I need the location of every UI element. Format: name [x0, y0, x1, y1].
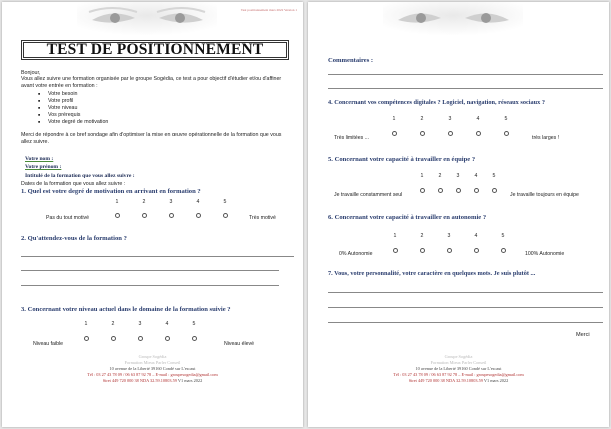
answer-line[interactable] — [21, 270, 279, 271]
dates-label: Dates de la formation que vous allez suivre : — [21, 181, 126, 187]
nom-label: Votre nom : — [25, 156, 54, 162]
footer — [308, 354, 609, 384]
answer-line[interactable] — [328, 74, 603, 75]
footer-contact: Tél : 03 27 43 78 09 / 06 63 87 92 78 – E-mail : groupesogedia@gmail.com — [87, 372, 218, 377]
scale-number: 2 — [420, 116, 424, 122]
scale-number: 2 — [111, 321, 115, 327]
q4-radio-1[interactable] — [392, 131, 397, 136]
scale-number: 3 — [138, 321, 142, 327]
answer-line[interactable] — [328, 292, 603, 293]
q1-radio-5[interactable] — [223, 213, 228, 218]
q5-radio-2[interactable] — [438, 188, 443, 193]
q6-radio-2[interactable] — [420, 248, 425, 253]
q6-title: 6. Concernant votre capacité à travailler en autonomie ? — [328, 214, 487, 221]
footer-address: 10 avenue de la Liberté 39160 Condé sur L'escaut — [415, 366, 502, 371]
footer-company: Groupe Sogédia — [138, 354, 167, 359]
scale-number: 4 — [474, 173, 478, 179]
q5-low-label: Je travaille constamment seul — [334, 192, 403, 198]
greeting: Bonjour, — [21, 70, 41, 76]
q1-radio-4[interactable] — [196, 213, 201, 218]
q1-low-label: Pas du tout motivé — [46, 215, 89, 221]
answer-line[interactable] — [21, 256, 294, 257]
merci-text: Merci — [576, 332, 590, 338]
intitule-label: Intitulé de la formation que vous allez suivre : — [25, 173, 135, 179]
scale-number: 5 — [492, 173, 496, 179]
q1-radio-3[interactable] — [169, 213, 174, 218]
footer-address: 10 avenue de la Liberté 39160 Condé sur L'escaut — [109, 366, 196, 371]
q6-low-label: 0% Autonomie — [339, 251, 373, 257]
q4-radio-3[interactable] — [448, 131, 453, 136]
q4-high-label: très larges ! — [532, 135, 560, 141]
q3-radio-2[interactable] — [111, 336, 116, 341]
q5-radio-5[interactable] — [492, 188, 497, 193]
prenom-label: Votre prénom : — [25, 164, 62, 170]
eyes-header-image — [77, 2, 217, 36]
q3-title: 3. Concernant votre niveau actuel dans le domaine de la formation suivie ? — [21, 306, 231, 313]
q5-high-label: Je travaille toujours en équipe — [510, 192, 579, 198]
list-item: ■ Votre degré de motivation — [38, 119, 108, 126]
footer-division: Formation Mieux Parler Conseil — [430, 360, 487, 365]
scale-number: 1 — [393, 233, 397, 239]
scale-number: 5 — [223, 199, 227, 205]
scale-number: 3 — [448, 116, 452, 122]
q6-radio-5[interactable] — [501, 248, 506, 253]
q5-radio-4[interactable] — [474, 188, 479, 193]
q3-low-label: Niveau faible — [33, 341, 63, 347]
answer-line[interactable] — [21, 285, 279, 286]
document-page-1 — [2, 2, 303, 427]
footer-siret: Siret 449 720 000 38 NDA 32.59.10803.59 V1 mars 2022 — [408, 378, 509, 383]
list-item: ■ Votre niveau — [38, 105, 108, 112]
answer-line[interactable] — [328, 88, 603, 89]
scale-number: 4 — [476, 116, 480, 122]
document-title: TEST DE POSITIONNEMENT — [21, 40, 289, 60]
footer-division: Formation Mieux Parler Conseil — [124, 360, 181, 365]
q3-radio-3[interactable] — [138, 336, 143, 341]
q3-radio-4[interactable] — [165, 336, 170, 341]
footer — [2, 354, 303, 384]
scale-number: 1 — [420, 173, 424, 179]
document-page-2 — [308, 2, 609, 427]
eyes-header-image — [383, 2, 523, 36]
q1-title: 1. Quel est votre degré de motivation en arrivant en formation ? — [21, 188, 201, 195]
scale-number: 2 — [142, 199, 146, 205]
objectives-list — [38, 91, 108, 126]
q5-radio-3[interactable] — [456, 188, 461, 193]
q2-title: 2. Qu'attendez-vous de la formation ? — [21, 235, 127, 242]
list-item: ■ Vos prérequis — [38, 112, 108, 119]
scale-number: 5 — [501, 233, 505, 239]
scale-number: 5 — [192, 321, 196, 327]
q4-title: 4. Concernant vos compétences digitales ? Logiciel, navigation, réseaux sociaux ? — [328, 99, 546, 106]
q6-radio-1[interactable] — [393, 248, 398, 253]
q4-radio-5[interactable] — [504, 131, 509, 136]
answer-line[interactable] — [328, 322, 603, 323]
scale-number: 2 — [420, 233, 424, 239]
scale-number: 4 — [165, 321, 169, 327]
q3-radio-1[interactable] — [84, 336, 89, 341]
scale-number: 4 — [474, 233, 478, 239]
q4-low-label: Très limitées ... — [334, 135, 369, 141]
q1-radio-2[interactable] — [142, 213, 147, 218]
scale-number: 1 — [84, 321, 88, 327]
header-version-note: Test positionnement mars 2022 Version 1 — [240, 8, 297, 12]
q1-radio-1[interactable] — [115, 213, 120, 218]
scale-number: 3 — [456, 173, 460, 179]
scale-number: 3 — [169, 199, 173, 205]
scale-number: 3 — [447, 233, 451, 239]
answer-line[interactable] — [328, 307, 603, 308]
q1-high-label: Très motivé — [249, 215, 276, 221]
scale-number: 2 — [438, 173, 442, 179]
scale-number: 5 — [504, 116, 508, 122]
q5-radio-1[interactable] — [420, 188, 425, 193]
thanks-text: Merci de répondre à ce bref sondage afin d'optimiser la mise en œuvre opérationnelle de la formation que vous allez suivre. — [21, 132, 282, 145]
scale-number: 1 — [115, 199, 119, 205]
list-item: ■ Votre besoin — [38, 91, 108, 98]
footer-contact: Tél : 03 27 43 78 09 / 06 63 87 92 78 – E-mail : groupesogedia@gmail.com — [393, 372, 524, 377]
q4-radio-4[interactable] — [476, 131, 481, 136]
q3-radio-5[interactable] — [192, 336, 197, 341]
scale-number: 4 — [196, 199, 200, 205]
q5-title: 5. Concernant votre capacité à travailler en équipe ? — [328, 156, 476, 163]
q6-high-label: 100% Autonomie — [525, 251, 565, 257]
comments-label: Commentaires : — [328, 57, 374, 64]
scale-number: 1 — [392, 116, 396, 122]
q3-high-label: Niveau élevé — [224, 341, 254, 347]
intro-text: Vous allez suivre une formation organisée par le groupe Sogédia, ce test a pour objectif d'étudier et/ou d'affiner avant votre entrée en formation : — [21, 76, 282, 89]
q6-radio-3[interactable] — [447, 248, 452, 253]
q7-title: 7. Vous, votre personnalité, votre caractère en quelques mots. Je suis plutôt ... — [328, 270, 536, 277]
footer-company: Groupe Sogédia — [444, 354, 473, 359]
list-item: ■ Votre profil — [38, 98, 108, 105]
q6-radio-4[interactable] — [474, 248, 479, 253]
q4-radio-2[interactable] — [420, 131, 425, 136]
footer-siret: Siret 449 720 000 38 NDA 32.59.10803.59 V1 mars 2022 — [102, 378, 203, 383]
